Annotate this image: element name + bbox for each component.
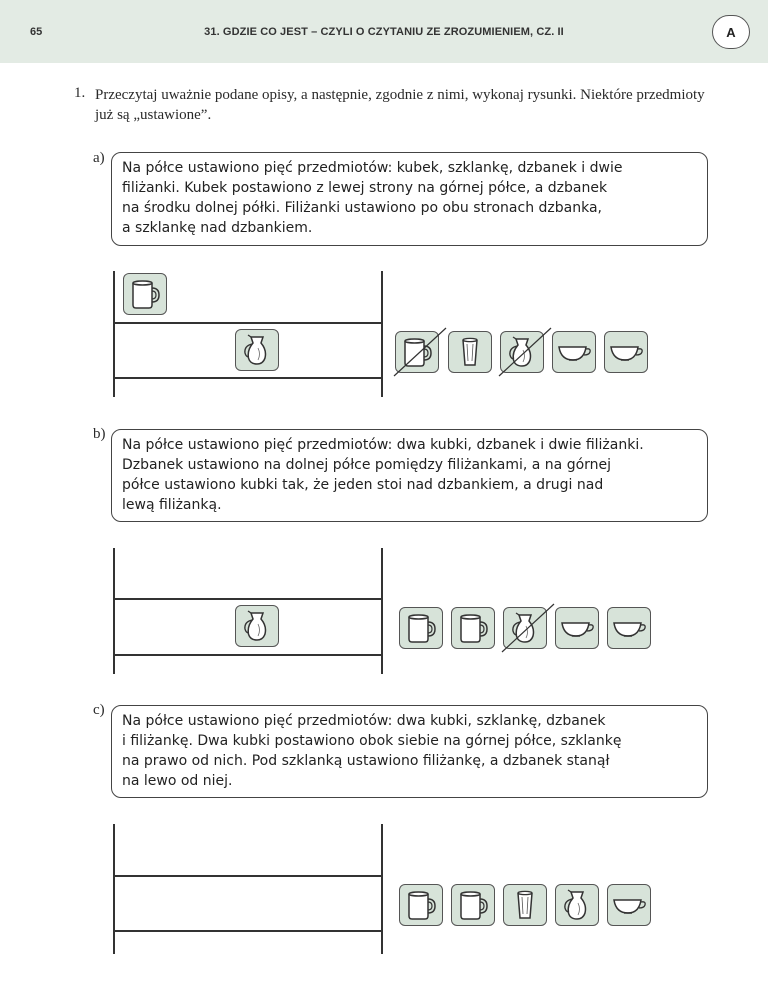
bank-tile[interactable] — [503, 884, 547, 926]
bank-tile[interactable] — [451, 884, 495, 926]
cup-icon — [608, 608, 650, 648]
mug-icon — [400, 608, 442, 648]
bank-tile[interactable] — [604, 331, 648, 373]
description-box-c — [111, 705, 708, 798]
task-number: 1. — [74, 85, 86, 101]
description-line: na lewo od niej. — [122, 773, 233, 789]
description-line: na środku dolnej półki. Filiżanki ustawiono po obu stronach dzbanka, — [122, 200, 602, 216]
description-line: filiżanki. Kubek postawiono z lewej strony na górnej półce, a dzbanek — [122, 180, 608, 196]
shelf-board-upper — [113, 598, 383, 600]
page-number: 65 — [30, 26, 43, 38]
bank-tile[interactable] — [552, 331, 596, 373]
shelf-board-lower — [113, 930, 383, 932]
page-header — [0, 0, 768, 63]
placed-jug-tile[interactable] — [235, 329, 279, 371]
description-line: Na półce ustawiono pięć przedmiotów: dwa kubki, dzbanek i dwie filiżanki. — [122, 437, 644, 453]
description-box-a — [111, 152, 708, 246]
mug-icon — [124, 274, 166, 314]
bank-tile[interactable] — [451, 607, 495, 649]
cup-icon — [605, 332, 647, 372]
cup-icon — [553, 332, 595, 372]
description-line: a szklankę nad dzbankiem. — [122, 220, 313, 236]
exercise-label-a: a) — [93, 150, 105, 166]
shelf-board-upper — [113, 322, 383, 324]
cup-icon — [556, 608, 598, 648]
cross-out-mark — [500, 602, 556, 654]
shelf-right-edge — [381, 824, 383, 954]
mug-icon — [452, 885, 494, 925]
description-line: Na półce ustawiono pięć przedmiotów: kubek, szklankę, dzbanek i dwie — [122, 160, 623, 176]
bank-tile[interactable] — [555, 884, 599, 926]
cup-icon — [608, 885, 650, 925]
shelf-left-edge — [113, 824, 115, 954]
jug-icon — [236, 606, 278, 646]
description-line: półce ustawiono kubki tak, że jeden stoi nad dzbankiem, a drugi nad — [122, 477, 604, 493]
cross-out-mark — [497, 326, 553, 378]
bank-tile[interactable] — [399, 607, 443, 649]
bank-tile[interactable] — [607, 884, 651, 926]
glass-icon — [504, 885, 546, 925]
exercise-label-b: b) — [93, 426, 106, 442]
jug-icon — [556, 885, 598, 925]
bank-tile[interactable] — [607, 607, 651, 649]
shelf-board-lower — [113, 377, 383, 379]
mug-icon — [400, 885, 442, 925]
task-instruction: Przeczytaj uważnie podane opisy, a następnie, zgodnie z nimi, wykonaj rysunki. Niektóre przedmioty już są „ustawione”. — [95, 87, 705, 123]
chapter-title: 31. GDZIE CO JEST – CZYLI O CZYTANIU ZE ZROZUMIENIEM, CZ. II — [204, 26, 564, 38]
description-line: lewą filiżanką. — [122, 497, 222, 513]
description-line: Dzbanek ustawiono na dolnej półce pomiędzy filiżankami, a na górnej — [122, 457, 612, 473]
shelf-board-lower — [113, 654, 383, 656]
description-line: Na półce ustawiono pięć przedmiotów: dwa kubki, szklankę, dzbanek — [122, 713, 606, 729]
shelf-board-upper — [113, 875, 383, 877]
description-line: i filiżankę. Dwa kubki postawiono obok siebie na górnej półce, szklankę — [122, 733, 622, 749]
placed-mug-tile[interactable] — [123, 273, 167, 315]
cross-out-mark — [392, 326, 448, 378]
description-box-b — [111, 429, 708, 522]
mug-icon — [452, 608, 494, 648]
bank-tile[interactable] — [555, 607, 599, 649]
bank-tile[interactable] — [448, 331, 492, 373]
variant-badge: A — [712, 15, 750, 49]
placed-jug-tile[interactable] — [235, 605, 279, 647]
description-line: na prawo od nich. Pod szklanką ustawiono filiżankę, a dzbanek stanął — [122, 753, 610, 769]
exercise-label-c: c) — [93, 702, 105, 718]
glass-icon — [449, 332, 491, 372]
bank-tile[interactable] — [399, 884, 443, 926]
jug-icon — [236, 330, 278, 370]
